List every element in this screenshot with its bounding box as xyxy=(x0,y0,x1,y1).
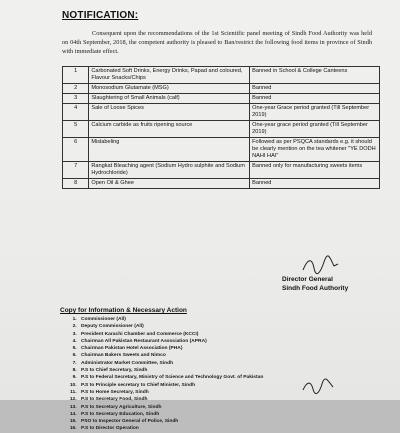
item-status: Banned xyxy=(250,179,380,189)
table-row xyxy=(63,67,380,84)
list-item: 8. P.S to Chief Secretary, Sindh xyxy=(78,367,378,374)
table-row xyxy=(63,179,380,189)
list-item: 13. P.S to Secretary Agriculture, Sindh xyxy=(78,404,378,411)
item-name: Rangkat Bleaching agent (Sodium Hydro sulphite and Sodium Hydrochloride) xyxy=(89,162,250,179)
item-number: 8 xyxy=(63,179,89,189)
signatory-block xyxy=(282,276,348,293)
item-number: 6 xyxy=(63,138,89,162)
item-name: Monosodium Glutamate (MSG) xyxy=(89,84,250,94)
list-item: 9. P.S to Federal Secretary, Ministry of Science and Technology Govt. of Pakistan xyxy=(78,374,378,381)
list-item: 5. Chairman Pakistan Hotel Association (PHA) xyxy=(78,345,378,352)
item-name: Calcium carbide as fruits ripening source xyxy=(89,121,250,138)
list-item: 14. P.S to Secretary Education, Sindh xyxy=(78,411,378,418)
list-item: 6. Chairman Bakers Sweets and Nimco xyxy=(78,352,378,359)
list-item: 10. P.S to Principle secretary to Chief Minister, Sindh xyxy=(78,382,378,389)
item-name: Carbonated Soft Drinks, Energy Drinks, Papad and coloured, Flavour Snacks/Chips xyxy=(89,67,250,84)
item-status: Banned only for manufacturing sweets items xyxy=(250,162,380,179)
copy-heading: Copy for Information & Necessary Action xyxy=(60,307,187,314)
list-item: 4. Chairman All Pakistan Restaurant Association (APRA) xyxy=(78,338,378,345)
item-name: Mislabeling xyxy=(89,138,250,162)
list-item: 3. President Karachi Chamber and Commerce (KCCI) xyxy=(78,331,378,338)
list-item: 16. P.S to Director Operation xyxy=(78,425,378,432)
item-number: 7 xyxy=(63,162,89,179)
list-item: 12. P.S to Secretary Food, Sindh xyxy=(78,396,378,403)
table-row xyxy=(63,162,380,179)
item-name: Slaughtering of Small Animals (calf) xyxy=(89,94,250,104)
notification-heading: NOTIFICATION: xyxy=(62,10,139,21)
table-row xyxy=(63,121,380,138)
table-row xyxy=(63,94,380,104)
item-status: Followed as per PSQCA standards e.g. it should be clearly mention on the tea whitener "YE DODH NAHI HAI" xyxy=(250,138,380,162)
signature-mark-bottom xyxy=(300,378,336,396)
item-status: Banned xyxy=(250,94,380,104)
list-item: 1. Commissioner (All) xyxy=(78,316,378,323)
item-status: Banned xyxy=(250,84,380,94)
item-number: 5 xyxy=(63,121,89,138)
item-name: Sale of Loose Spices xyxy=(89,104,250,121)
table-row xyxy=(63,84,380,94)
item-status: Banned in School & College Canteens xyxy=(250,67,380,84)
list-item: 11. P.S to Home Secretary, Sindh xyxy=(78,389,378,396)
item-number: 2 xyxy=(63,84,89,94)
copy-list xyxy=(60,316,378,433)
item-status: One-year grace period granted (Till September 2019) xyxy=(250,121,380,138)
list-item: 2. Deputy Commissioner (All) xyxy=(78,323,378,330)
signatory-title: Director General xyxy=(282,276,333,283)
table-row xyxy=(63,138,380,162)
banned-items-table xyxy=(62,66,380,189)
item-name: Open Oil & Ghee xyxy=(89,179,250,189)
intro-paragraph: Consequent upon the recommendations of the 1st Scientific panel meeting of Sindh Food Authority was held on 04th September, 2018, the competent authority is pleased to Ban/restrict the following food items in province of Sindh with immediate effect. xyxy=(62,30,372,55)
item-number: 3 xyxy=(63,94,89,104)
item-status: One-year Grace period granted (Till September 2019) xyxy=(250,104,380,121)
signatory-org: Sindh Food Authority xyxy=(282,284,349,292)
item-number: 1 xyxy=(63,67,89,84)
table-row xyxy=(63,104,380,121)
list-item: 15. PSO to Inspector General of Police, Sindh xyxy=(78,418,378,425)
signature-mark xyxy=(300,254,340,276)
item-number: 4 xyxy=(63,104,89,121)
list-item: 7. Administrator Market Committee, Sindh xyxy=(78,360,378,367)
